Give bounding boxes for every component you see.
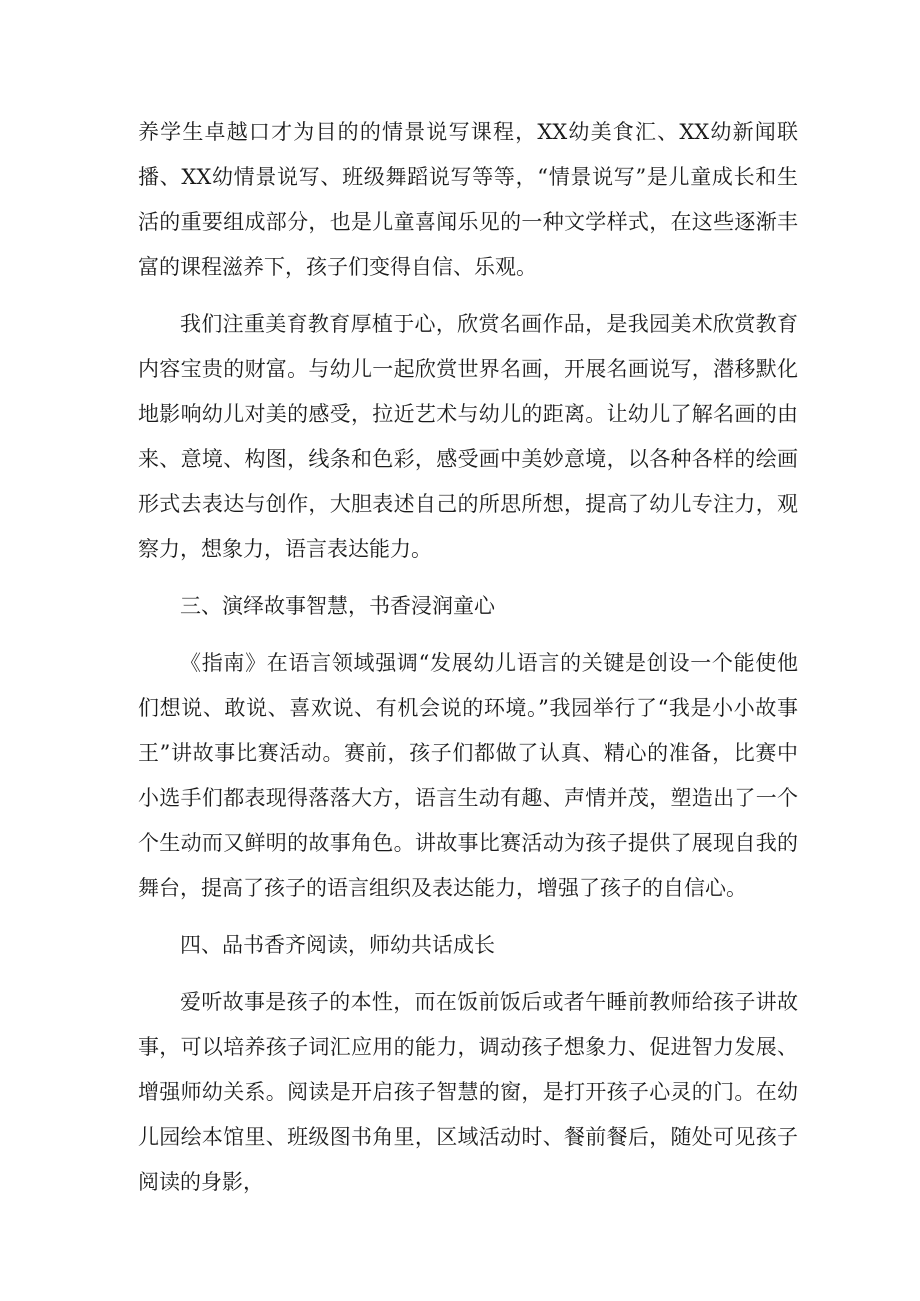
section-heading-four: 四、品书香齐阅读，师幼共话成长 xyxy=(180,933,495,957)
document-body xyxy=(138,110,798,1217)
paragraph-art-appreciation: 我们注重美育教育厚植于心，欣赏名画作品，是我园美术欣赏教育内容宝贵的财富。与幼儿一起欣赏世界名画，开展名画说写，潜移默化地影响幼儿对美的感受，拉近艺术与幼儿的距离。让幼儿了解名画的由来、意境、构图，线条和色彩，感受画中美妙意境，以各种各样的绘画形式去表达与创作，大胆表述自己的所思所想，提高了幼儿专注力，观察力，想象力，语言表达能力。 xyxy=(138,312,798,561)
section-heading-three: 三、演绎故事智慧，书香浸润童心 xyxy=(180,594,495,618)
paragraph-reading: 爱听故事是孩子的本性，而在饭前饭后或者午睡前教师给孩子讲故事，可以培养孩子词汇应用的能力，调动孩子想象力、促进智力发展、增强师幼关系。阅读是开启孩子智慧的窗，是打开孩子心灵的门。在幼儿园绘本馆里、班级图书角里，区域活动时、餐前餐后，随处可见孩子阅读的身影， xyxy=(138,990,798,1194)
paragraph-continuation: 养学生卓越口才为目的的情景说写课程，XX幼美食汇、XX幼新闻联播、XX幼情景说写、班级舞蹈说写等等，“情景说写”是儿童成长和生活的重要组成部分，也是儿童喜闻乐见的一种文学样式，在这些逐渐丰富的课程滋养下，孩子们变得自信、乐观。 xyxy=(138,120,798,279)
paragraph-storytelling: 《指南》在语言领域强调“发展幼儿语言的关键是创设一个能使他们想说、敢说、喜欢说、有机会说的环境。”我园举行了“我是小小故事王”讲故事比赛活动。赛前，孩子们都做了认真、精心的准备，比赛中小选手们都表现得落落大方，语言生动有趣、声情并茂，塑造出了一个个生动而又鲜明的故事角色。讲故事比赛活动为孩子提供了展现自我的舞台，提高了孩子的语言组织及表达能力，增强了孩子的自信心。 xyxy=(138,651,798,900)
